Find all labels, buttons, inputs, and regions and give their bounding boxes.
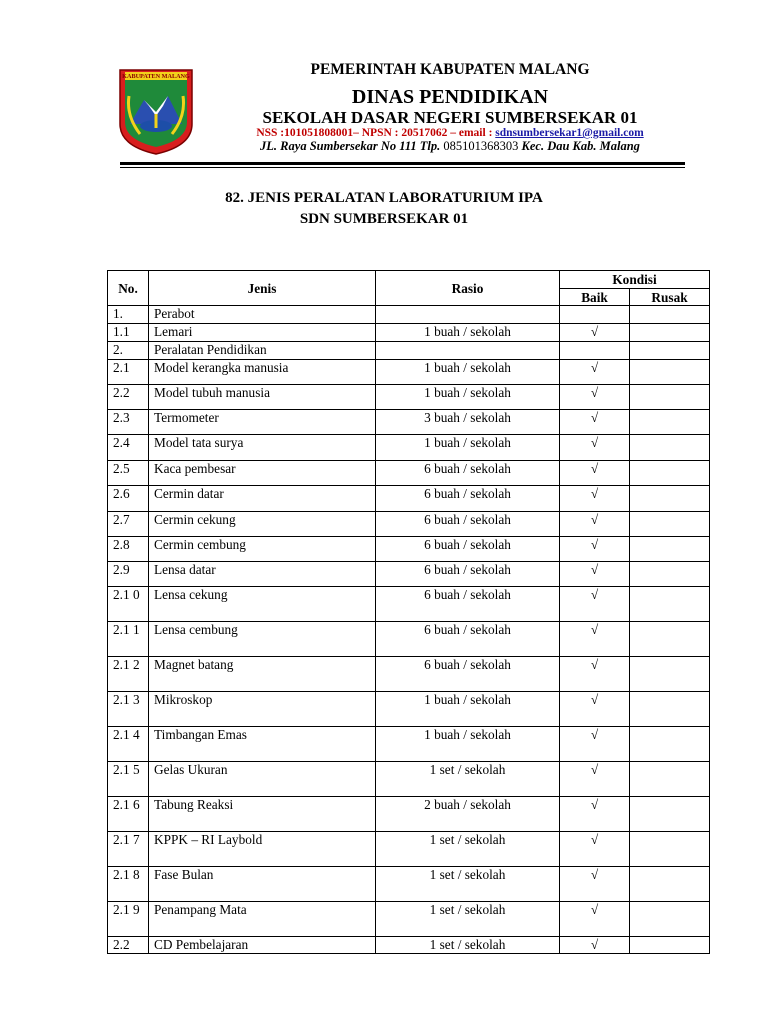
condition-damaged (630, 360, 710, 385)
document-title: 82. JENIS PERALATAN LABORATURIUM IPA (225, 190, 543, 206)
item-ratio: 1 set / sekolah (376, 832, 560, 867)
row-number: 2.1 1 (108, 622, 149, 657)
condition-good: √ (560, 832, 630, 867)
logo-text: KABUPATEN MALANG (122, 73, 190, 80)
table-row (108, 762, 710, 797)
condition-good: √ (560, 537, 630, 562)
condition-good: √ (560, 692, 630, 727)
item-name: Model kerangka manusia (149, 360, 376, 385)
table-row (108, 486, 710, 512)
row-number: 2.6 (108, 486, 149, 512)
item-ratio: 1 set / sekolah (376, 937, 560, 954)
item-ratio: 6 buah / sekolah (376, 587, 560, 622)
item-ratio: 2 buah / sekolah (376, 797, 560, 832)
condition-damaged (630, 867, 710, 902)
table-row (108, 937, 710, 954)
item-name: Lensa cembung (149, 622, 376, 657)
row-number: 2.7 (108, 512, 149, 537)
col-header-baik: Baik (560, 289, 630, 306)
condition-damaged (630, 486, 710, 512)
table-row (108, 537, 710, 562)
table-row (108, 797, 710, 832)
condition-damaged (630, 512, 710, 537)
row-number: 2. (108, 342, 149, 360)
condition-damaged (630, 385, 710, 410)
condition-damaged (630, 562, 710, 587)
header-divider-thick (120, 162, 685, 165)
col-header-rasio: Rasio (376, 271, 560, 306)
row-number: 2.2 (108, 937, 149, 954)
table-row (108, 832, 710, 867)
phone-number: 085101368303 (443, 139, 519, 153)
condition-good: √ (560, 937, 630, 954)
header-government: PEMERINTAH KABUPATEN MALANG (310, 61, 590, 78)
condition-good: √ (560, 324, 630, 342)
table-row (108, 867, 710, 902)
table-row (108, 622, 710, 657)
condition-damaged (630, 587, 710, 622)
row-number: 2.1 7 (108, 832, 149, 867)
item-ratio: 6 buah / sekolah (376, 537, 560, 562)
condition-good: √ (560, 410, 630, 435)
table-row (108, 342, 710, 360)
item-name: Model tubuh manusia (149, 385, 376, 410)
item-ratio: 1 set / sekolah (376, 902, 560, 937)
item-ratio: 1 buah / sekolah (376, 385, 560, 410)
row-number: 1.1 (108, 324, 149, 342)
item-ratio: 6 buah / sekolah (376, 486, 560, 512)
item-name: Model tata surya (149, 435, 376, 461)
item-name: Penampang Mata (149, 902, 376, 937)
condition-good: √ (560, 562, 630, 587)
table-row (108, 512, 710, 537)
table-row (108, 360, 710, 385)
item-name: CD Pembelajaran (149, 937, 376, 954)
condition-good: √ (560, 622, 630, 657)
item-name: Gelas Ukuran (149, 762, 376, 797)
table-row (108, 324, 710, 342)
item-ratio (376, 306, 560, 324)
table-body (108, 306, 710, 954)
col-header-kondisi: Kondisi (560, 271, 710, 289)
condition-damaged (630, 727, 710, 762)
item-ratio: 6 buah / sekolah (376, 512, 560, 537)
condition-damaged (630, 937, 710, 954)
table-row (108, 692, 710, 727)
col-header-no: No. (108, 271, 149, 306)
item-name: Timbangan Emas (149, 727, 376, 762)
item-ratio (376, 342, 560, 360)
item-name: Cermin cekung (149, 512, 376, 537)
condition-good (560, 342, 630, 360)
item-ratio: 1 set / sekolah (376, 762, 560, 797)
condition-good: √ (560, 727, 630, 762)
row-number: 2.5 (108, 461, 149, 486)
item-name: Peralatan Pendidikan (149, 342, 376, 360)
item-name: Perabot (149, 306, 376, 324)
row-number: 1. (108, 306, 149, 324)
table-row (108, 657, 710, 692)
kabupaten-malang-logo (116, 66, 196, 156)
item-ratio: 1 buah / sekolah (376, 727, 560, 762)
condition-damaged (630, 461, 710, 486)
item-name: Magnet batang (149, 657, 376, 692)
header-divider-thin (120, 167, 685, 168)
address-text: JL. Raya Sumbersekar No 111 Tlp. (260, 139, 444, 153)
table-row (108, 587, 710, 622)
document-subtitle: SDN SUMBERSEKAR 01 (299, 211, 469, 227)
table-row (108, 435, 710, 461)
row-number: 2.1 5 (108, 762, 149, 797)
condition-good: √ (560, 657, 630, 692)
item-name: Mikroskop (149, 692, 376, 727)
item-ratio: 1 set / sekolah (376, 867, 560, 902)
condition-good: √ (560, 762, 630, 797)
condition-damaged (630, 692, 710, 727)
col-header-jenis: Jenis (149, 271, 376, 306)
header-ids-text: NSS :101051808001– NPSN : 20517062 – email : (256, 127, 496, 139)
email-link[interactable]: sdnsumbersekar1@gmail.com (495, 127, 644, 139)
condition-good: √ (560, 435, 630, 461)
condition-damaged (630, 622, 710, 657)
item-name: Termometer (149, 410, 376, 435)
condition-damaged (630, 306, 710, 324)
condition-good: √ (560, 486, 630, 512)
item-ratio: 1 buah / sekolah (376, 692, 560, 727)
item-name: Cermin datar (149, 486, 376, 512)
condition-damaged (630, 324, 710, 342)
condition-damaged (630, 902, 710, 937)
row-number: 2.1 3 (108, 692, 149, 727)
condition-good: √ (560, 360, 630, 385)
item-name: Cermin cembung (149, 537, 376, 562)
condition-good: √ (560, 867, 630, 902)
item-ratio: 6 buah / sekolah (376, 622, 560, 657)
row-number: 2.1 6 (108, 797, 149, 832)
item-name: Lensa datar (149, 562, 376, 587)
condition-damaged (630, 537, 710, 562)
table-row (108, 385, 710, 410)
header-ids (200, 127, 700, 139)
item-ratio: 3 buah / sekolah (376, 410, 560, 435)
condition-damaged (630, 797, 710, 832)
header-address (200, 139, 700, 154)
row-number: 2.1 0 (108, 587, 149, 622)
condition-damaged (630, 342, 710, 360)
row-number: 2.3 (108, 410, 149, 435)
condition-good: √ (560, 461, 630, 486)
condition-good: √ (560, 385, 630, 410)
row-number: 2.8 (108, 537, 149, 562)
item-ratio: 6 buah / sekolah (376, 461, 560, 486)
item-name: Fase Bulan (149, 867, 376, 902)
condition-good: √ (560, 587, 630, 622)
table-row (108, 461, 710, 486)
header-school: SEKOLAH DASAR NEGERI SUMBERSEKAR 01 (262, 108, 638, 127)
item-ratio: 6 buah / sekolah (376, 562, 560, 587)
condition-damaged (630, 410, 710, 435)
condition-good (560, 306, 630, 324)
item-ratio: 6 buah / sekolah (376, 657, 560, 692)
condition-damaged (630, 762, 710, 797)
region-text: Kec. Dau Kab. Malang (518, 139, 640, 153)
table-row (108, 562, 710, 587)
row-number: 2.1 2 (108, 657, 149, 692)
row-number: 2.2 (108, 385, 149, 410)
item-name: Lemari (149, 324, 376, 342)
row-number: 2.1 (108, 360, 149, 385)
header-department: DINAS PENDIDIKAN (351, 86, 549, 108)
row-number: 2.1 4 (108, 727, 149, 762)
item-name: Kaca pembesar (149, 461, 376, 486)
item-name: Lensa cekung (149, 587, 376, 622)
item-ratio: 1 buah / sekolah (376, 324, 560, 342)
equipment-table (107, 270, 710, 954)
condition-good: √ (560, 797, 630, 832)
condition-damaged (630, 435, 710, 461)
item-ratio: 1 buah / sekolah (376, 360, 560, 385)
table-row (108, 727, 710, 762)
col-header-rusak: Rusak (630, 289, 710, 306)
item-name: KPPK – RI Laybold (149, 832, 376, 867)
table-row (108, 410, 710, 435)
condition-damaged (630, 657, 710, 692)
row-number: 2.4 (108, 435, 149, 461)
condition-damaged (630, 832, 710, 867)
row-number: 2.1 8 (108, 867, 149, 902)
table-row (108, 902, 710, 937)
item-name: Tabung Reaksi (149, 797, 376, 832)
condition-good: √ (560, 902, 630, 937)
row-number: 2.9 (108, 562, 149, 587)
condition-good: √ (560, 512, 630, 537)
table-row (108, 306, 710, 324)
item-ratio: 1 buah / sekolah (376, 435, 560, 461)
row-number: 2.1 9 (108, 902, 149, 937)
